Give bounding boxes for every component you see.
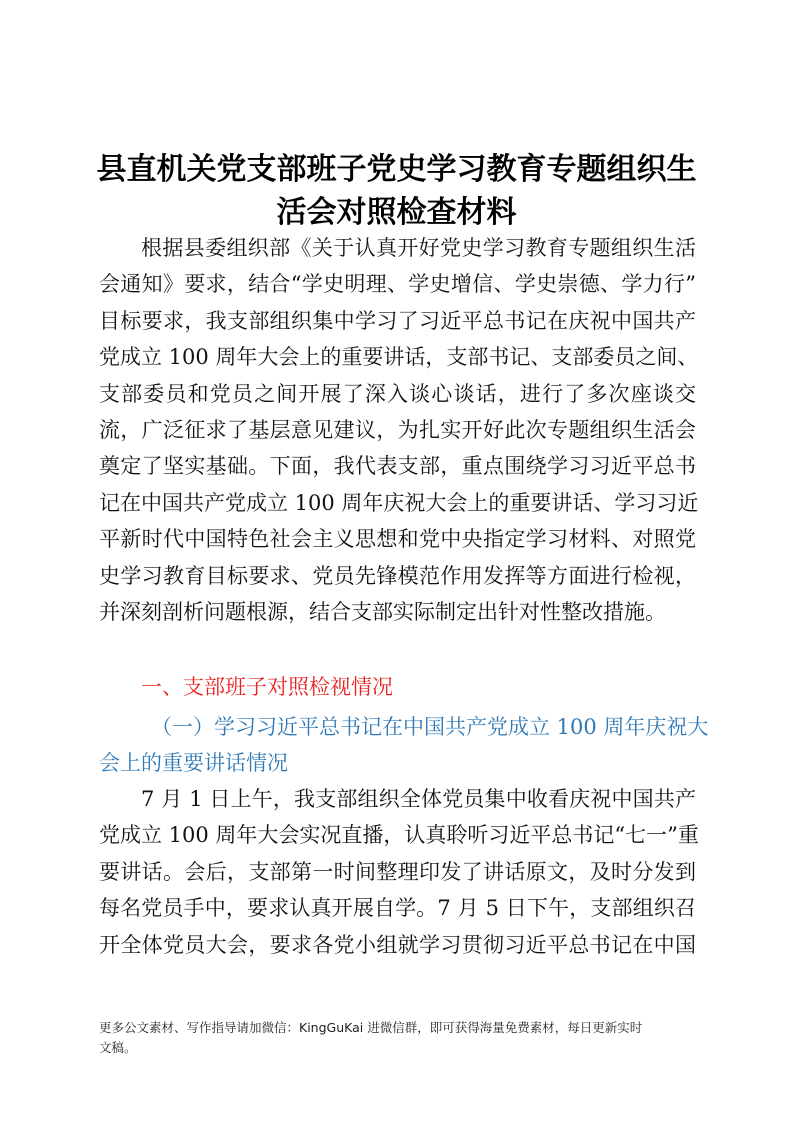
- text-line: 党成立 100 周年大会实况直播，认真聆听习近平总书记“七一”重: [99, 823, 699, 848]
- subsection-line: （一）学习习近平总书记在中国共产党成立 100 周年庆祝大: [151, 715, 709, 739]
- document-title: [90, 148, 703, 234]
- text-line: 要讲话。会后，支部第一时间整理印发了讲话原文，及时分发到: [99, 859, 696, 884]
- text-line: 7 月 1 日上午，我支部组织全体党员集中收看庆祝中国共产: [141, 787, 696, 811]
- text-line: 记在中国共产党成立 100 周年庆祝大会上的重要讲话、学习习近: [99, 490, 699, 515]
- footer-line: 文稿。: [99, 1040, 137, 1055]
- text-line: 史学习教育目标要求、党员先锋模范作用发挥等方面进行检视，: [99, 563, 696, 588]
- text-line: 根据县委组织部《关于认真开好党史学习教育专题组织生活: [141, 236, 696, 260]
- text-line: 每名党员手中，要求认真开展自学。7 月 5 日下午，支部组织召: [99, 896, 696, 921]
- intro-paragraph: [99, 230, 699, 630]
- text-line: 开全体党员大会，要求各党小组就学习贯彻习近平总书记在中国: [99, 932, 696, 957]
- title-line: 县直机关党支部班子党史学习教育专题组织生: [96, 152, 697, 187]
- section-heading-text: 一、支部班子对照检视情况: [141, 675, 393, 699]
- section-heading: [99, 667, 696, 707]
- text-line: 流，广泛征求了基层意见建议，为扎实开好此次专题组织生活会: [99, 417, 696, 442]
- footer-line: 更多公文素材、写作指导请加微信：KingGuKai 进微信群，即可获得海量免费素材，每日更新实时: [99, 1020, 643, 1035]
- text-line: 目标要求，我支部组织集中学习了习近平总书记在庆祝中国共产: [99, 308, 696, 333]
- footer-note: [99, 1018, 696, 1058]
- text-line: 会通知》要求，结合“学史明理、学史增信、学史崇德、学力行”: [99, 272, 696, 297]
- body-paragraph: [99, 781, 699, 963]
- title-line: 活会对照检查材料: [276, 195, 517, 230]
- text-line: 支部委员和党员之间开展了深入谈心谈话，进行了多次座谈交: [99, 381, 696, 406]
- text-line: 党成立 100 周年大会上的重要讲话，支部书记、支部委员之间、: [99, 345, 699, 370]
- text-line: 平新时代中国特色社会主义思想和党中央指定学习材料、对照党: [99, 527, 696, 552]
- text-line: 并深刻剖析问题根源，结合支部实际制定出针对性整改措施。: [99, 599, 666, 624]
- subsection-heading: [99, 709, 709, 782]
- subsection-line: 会上的重要讲话情况: [99, 751, 288, 776]
- text-line: 奠定了坚实基础。下面，我代表支部，重点围绕学习习近平总书: [99, 454, 696, 479]
